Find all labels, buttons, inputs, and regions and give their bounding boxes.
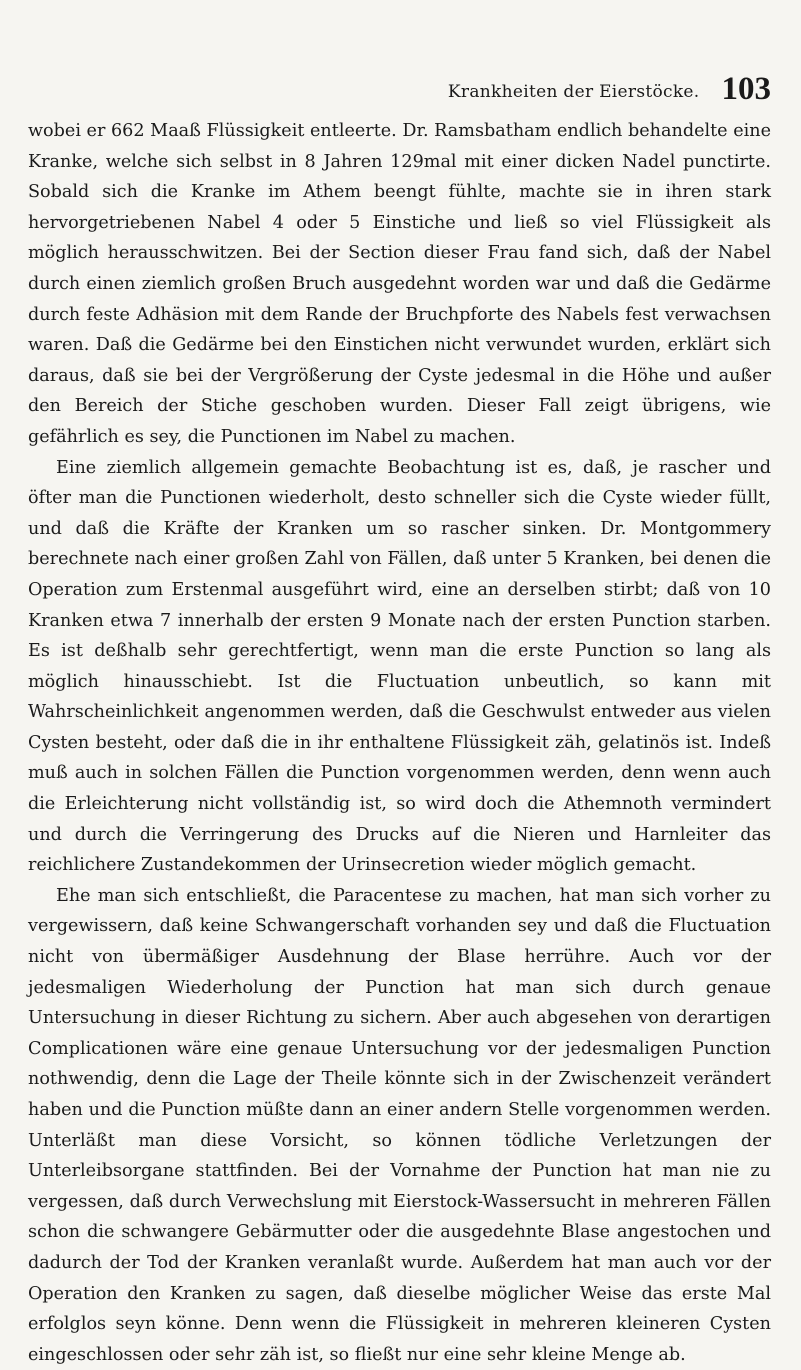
- paragraph: Ehe man sich entschließt, die Paracentese zu machen, hat man sich vorher zu vergewissern, daß keine Schwangerschaft vorhanden sey und daß die Fluctuation nicht von übermäßiger Ausdehnung der Blase herrühre. Auch vor der jedesmaligen Wiederholung der Punction hat man sich durch genaue Untersuchung in dieser Richtung zu sichern. Aber auch abgesehen von derartigen Complicationen wäre eine genaue Untersuchung vor der jedesmaligen Punction nothwendig, denn die Lage der Theile könnte sich in der Zwischenzeit verändert haben und die Punction müßte dann an einer andern Stelle vorgenommen werden. Unterläßt man diese Vorsicht, so können tödliche Verletzungen der Unterleibsorgane stattfinden. Bei der Vornahme der Punction hat man nie zu vergessen, daß durch Verwechslung mit Eierstock-Wassersucht in mehreren Fällen schon die schwangere Gebärmutter oder die ausgedehnte Blase angestochen und dadurch der Tod der Kranken veranlaßt wurde. Außerdem hat man auch vor der Operation den Kranken zu sagen, daß dieselbe möglicher Weise das erste Mal erfolglos seyn könne. Denn wenn die Flüssigkeit in mehreren kleineren Cysten eingeschlossen oder sehr zäh ist, so fließt nur eine sehr kleine Menge ab.: [28, 885, 771, 1365]
- paragraph: wobei er 662 Maaß Flüssigkeit entleerte. Dr. Ramsbatham endlich behandelte eine Kranke, welche sich selbst in 8 Jahren 129mal mit einer dicken Nadel punctirte. Sobald sich die Kranke im Athem beengt fühlte, machte sie in ihren stark hervorgetriebenen Nabel 4 oder 5 Einstiche und ließ so viel Flüssigkeit als möglich herausschwitzen. Bei der Section dieser Frau fand sich, daß der Nabel durch einen ziemlich großen Bruch ausgedehnt worden war und daß die Gedärme durch feste Adhäsion mit dem Rande der Bruchpforte des Nabels fest verwachsen waren. Daß die Gedärme bei den Einstichen nicht verwundet wurden, erklärt sich daraus, daß sie bei der Vergrößerung der Cyste jedesmal in die Höhe und außer den Bereich der Stiche geschoben wurden. Dieser Fall zeigt übrigens, wie gefährlich es sey, die Punctionen im Nabel zu machen.: [28, 121, 771, 447]
- paragraph: Eine ziemlich allgemein gemachte Beobachtung ist es, daß, je rascher und öfter man die Punctionen wiederholt, desto schneller sich die Cyste wieder füllt, und daß die Kräfte der Kranken um so rascher sinken. Dr. Montgommery berechnete nach einer großen Zahl von Fällen, daß unter 5 Kranken, bei denen die Operation zum Erstenmal ausgeführt wird, eine an derselben stirbt; daß von 10 Kranken etwa 7 innerhalb der ersten 9 Monate nach der ersten Punction starben. Es ist deßhalb sehr gerechtfertigt, wenn man die erste Punction so lang als möglich hinausschiebt. Ist die Fluctuation unbeutlich, so kann mit Wahrscheinlichkeit angenommen werden, daß die Geschwulst entweder aus vielen Cysten besteht, oder daß die in ihr enthaltene Flüssigkeit zäh, gelatinös ist. Indeß muß auch in solchen Fällen die Punction vorgenommen werden, denn wenn auch die Erleichterung nicht vollständig ist, so wird doch die Athemnoth vermindert und durch die Verringerung des Drucks auf die Nieren und Harnleiter das reichlichere Zustandekommen der Urinsecretion wieder möglich gemacht.: [28, 457, 771, 876]
- running-head: Krankheiten der Eierstöcke.: [447, 82, 700, 102]
- page-number: 103: [721, 71, 771, 107]
- body-text: [28, 116, 771, 1370]
- page-header: [28, 60, 771, 106]
